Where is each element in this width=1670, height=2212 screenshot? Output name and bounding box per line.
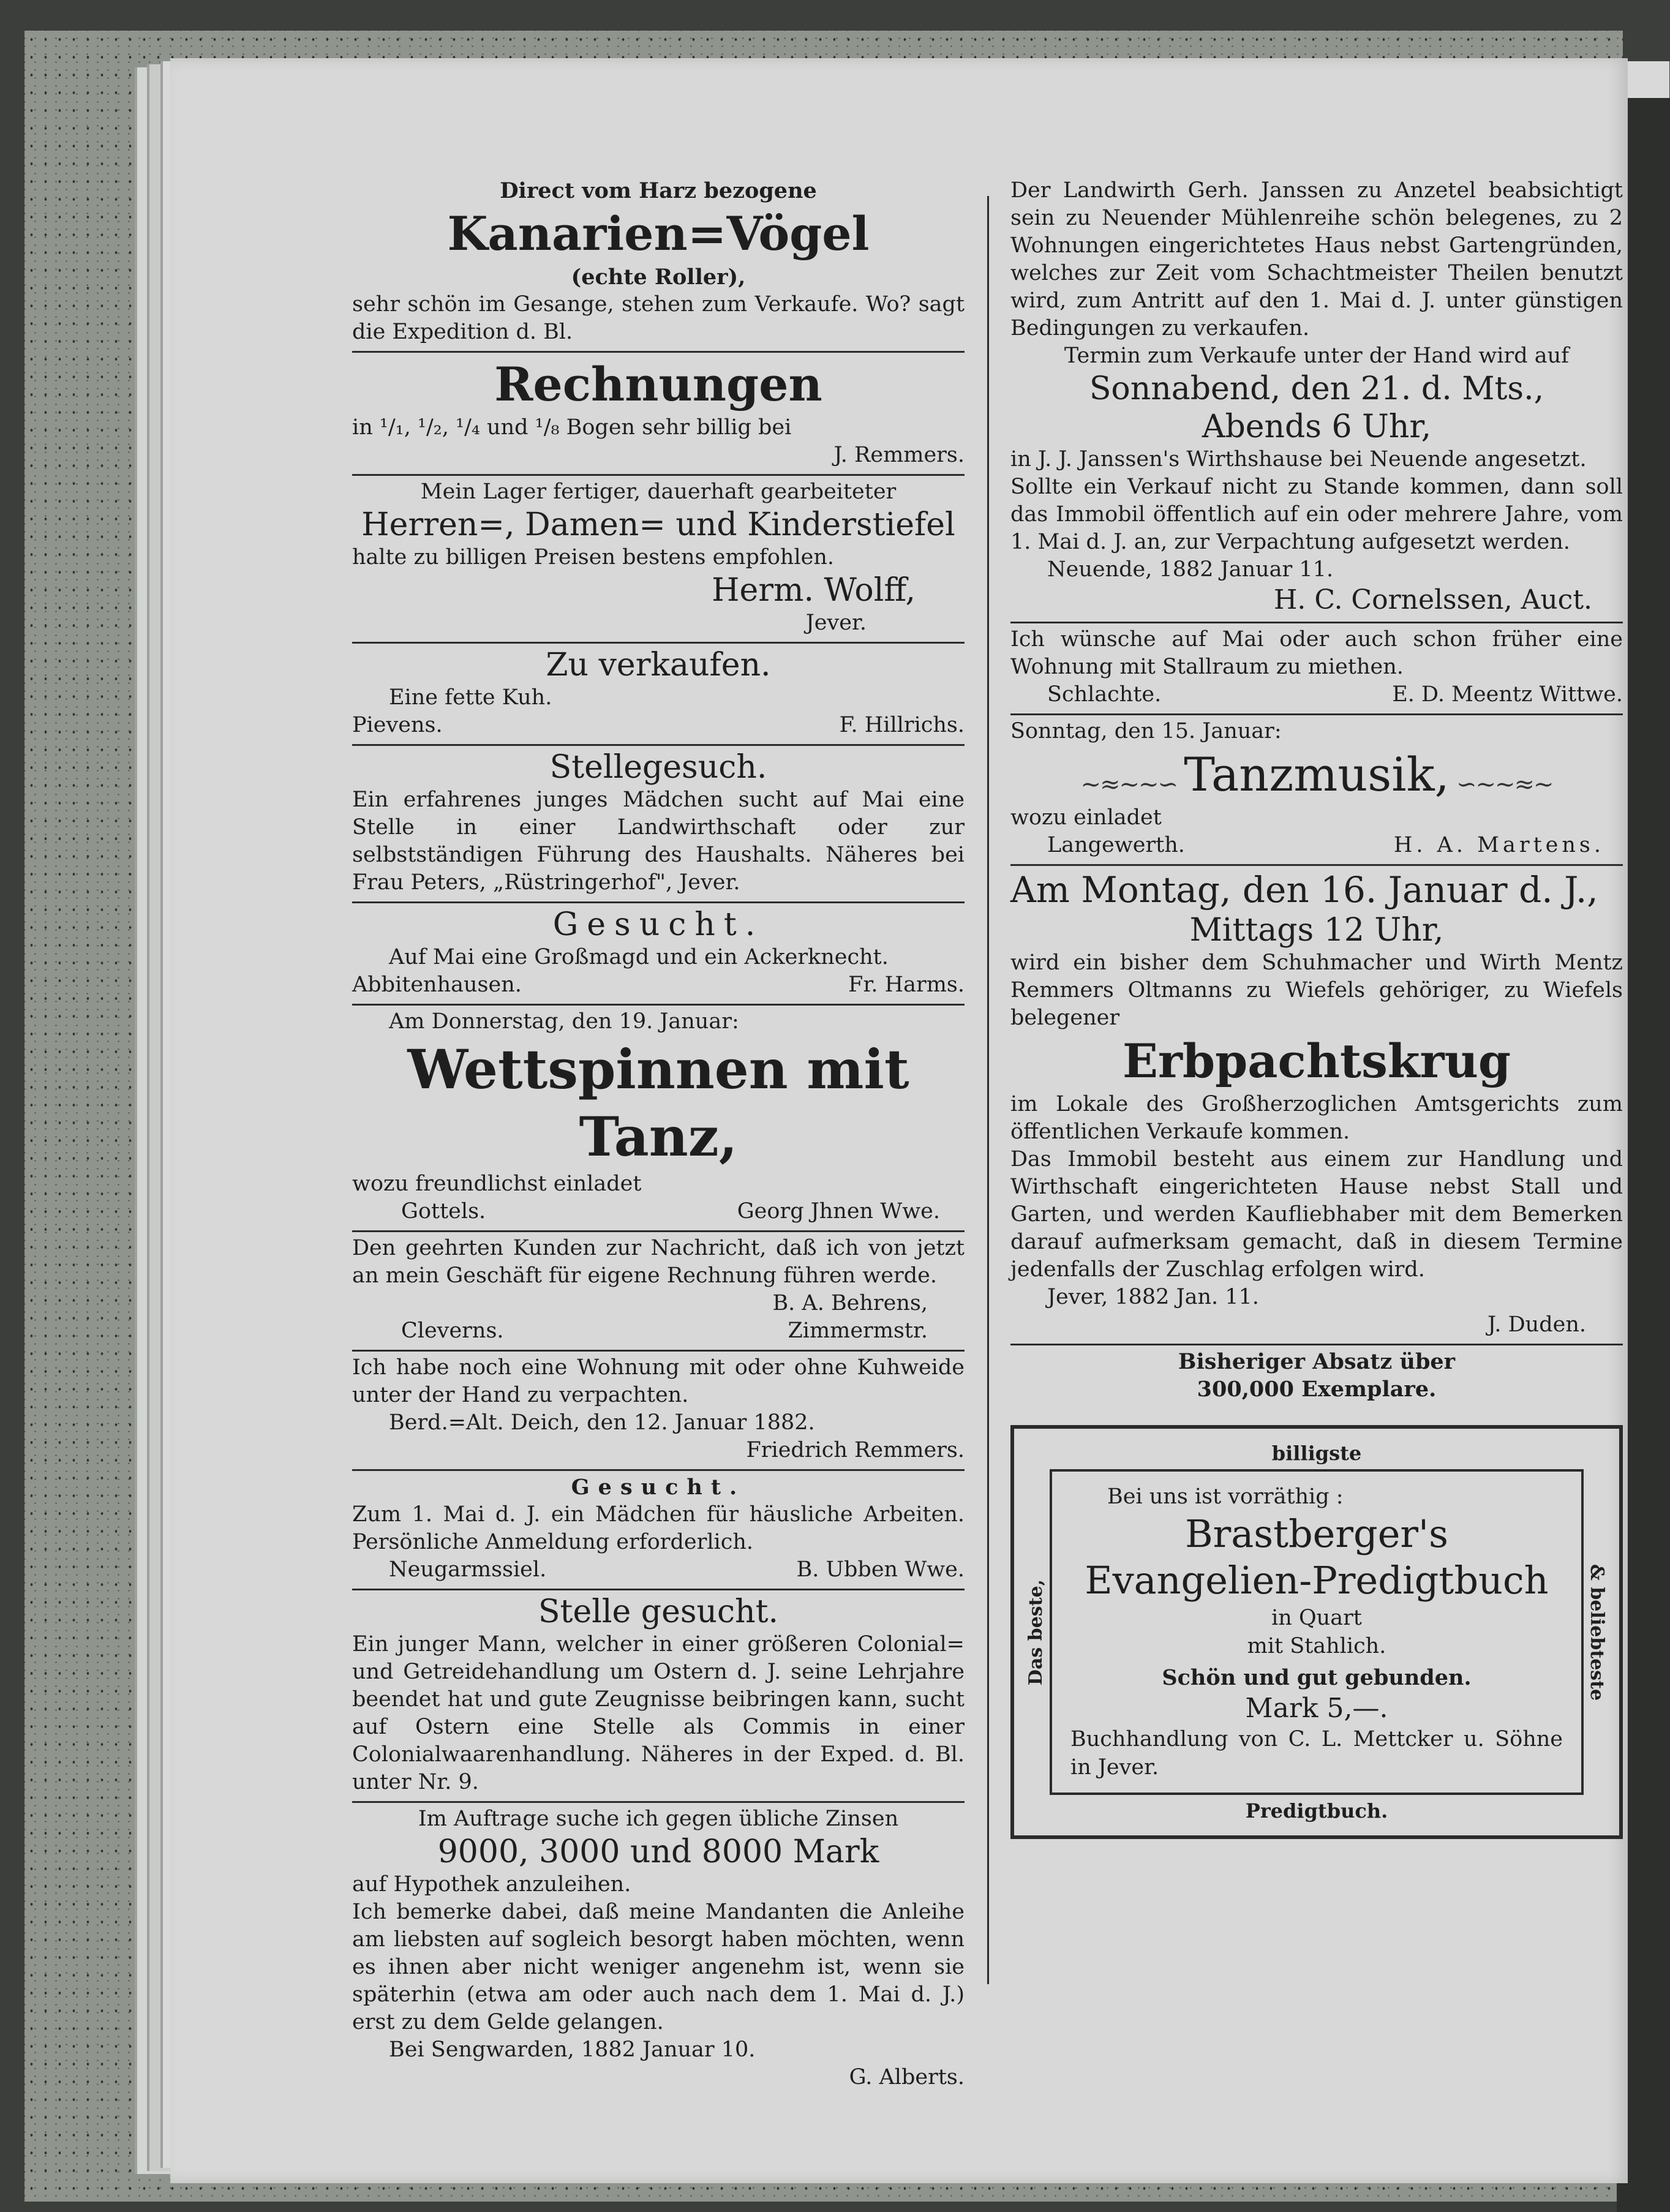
ad-line: Direct vom Harz bezogene bbox=[500, 178, 817, 203]
ad-title: Stelle gesucht. bbox=[538, 1593, 779, 1630]
ad-subtitle: (echte Roller), bbox=[571, 265, 746, 290]
ad-title: Tanzmusik, bbox=[1184, 747, 1450, 802]
ad-verkaufen bbox=[352, 642, 965, 744]
ad-body: Ich bemerke dabei, daß meine Mandanten die Anleihe am liebsten auf sogleich besorgt haben möchten, wenn es ihnen aber nicht weniger angenehm ist, wenn sie späterhin (etwa am oder auch nach dem 1. Mai d. J.) erst zu dem Gelde gelangen. bbox=[352, 1900, 965, 2034]
ad-alberts bbox=[352, 1801, 965, 2096]
ad-signature: F. Hillrichs. bbox=[839, 713, 965, 737]
ad-place: Neuende, 1882 Januar 11. bbox=[1047, 557, 1334, 582]
ad-line: wozu freundlichst einladet bbox=[352, 1172, 642, 1196]
ad-body: Das Immobil besteht aus einem zur Handlung und Wirthschaft eingerichteten Hause nebst Stall und Garten, und werden Kaufliebhaber mit dem Bemerken darauf aufmerksam gemacht, daß in diesem Termine jedenfalls der Zuschlag erfolgen wird. bbox=[1010, 1147, 1623, 1282]
box-bottom-label: Predigtbuch. bbox=[1245, 1799, 1388, 1823]
book-format: in Quart bbox=[1271, 1606, 1362, 1630]
book-seller: Buchhandlung von C. L. Mettcker u. Söhne in Jever. bbox=[1070, 1727, 1563, 1780]
box-right-label: & beliebteste bbox=[1586, 1563, 1608, 1701]
ad-body: in ¹/₁, ¹/₂, ¹/₄ und ¹/₈ Bogen sehr billig bei bbox=[352, 415, 792, 440]
ad-place: Neugarmssiel. bbox=[389, 1557, 547, 1582]
ad-title: Herren=, Damen= und Kinderstiefel bbox=[361, 506, 955, 543]
ad-title: Zu verkaufen. bbox=[546, 647, 771, 683]
ad-signature: J. Remmers. bbox=[833, 443, 965, 467]
ad-meentz bbox=[1010, 622, 1623, 713]
ad-title: Erbpachtskrug bbox=[1122, 1034, 1511, 1088]
ad-body: im Lokale des Großherzoglichen Amtsgerichts zum öffentlichen Verkaufe kommen. bbox=[1010, 1092, 1623, 1144]
ad-title: Kanarien=Vögel bbox=[447, 206, 870, 261]
ad-gesucht-2 bbox=[352, 1469, 965, 1589]
ad-title: Rechnungen bbox=[494, 357, 822, 412]
ad-line: Termin zum Verkaufe unter der Hand wird auf bbox=[1064, 344, 1570, 368]
ad-line: wozu einladet bbox=[1010, 805, 1162, 830]
right-column bbox=[1010, 175, 1623, 1839]
book-format: mit Stahlich. bbox=[1247, 1634, 1386, 1658]
ad-line: Sonntag, den 15. Januar: bbox=[1010, 719, 1282, 743]
ad-stellegesuch bbox=[352, 744, 965, 901]
ad-janssen bbox=[1010, 175, 1623, 622]
flourish-right-icon: ∽~~≈~ bbox=[1456, 770, 1553, 799]
box-left-label: Das beste, bbox=[1025, 1579, 1047, 1685]
ad-body: Der Landwirth Gerh. Janssen zu Anzetel beabsichtigt sein zu Neuender Mühlenreihe schön belegenes, zu 2 Wohnungen eingerichtetes Haus nebst Gartengründen, welches zur Zeit vom Schachtmeister Theilen benutzt wird, zum Antritt auf den 1. Mai d. J. unter günstigen Bedingungen zu verkaufen. bbox=[1010, 178, 1623, 340]
ad-line: Am Donnerstag, den 19. Januar: bbox=[389, 1009, 739, 1034]
ad-rechnungen bbox=[352, 351, 965, 474]
ad-title: Gesucht. bbox=[571, 1475, 746, 1500]
ad-absatz bbox=[1010, 1344, 1623, 1408]
ad-location: in J. J. Janssen's Wirthshause bei Neuende angesetzt. bbox=[1010, 447, 1587, 472]
ad-body: wird ein bisher dem Schuhmacher und Wirth Mentz Remmers Oltmanns zu Wiefels gehöriger, zu Wiefels belegener bbox=[1010, 950, 1623, 1030]
ad-date: Jever, 1882 Jan. 11. bbox=[1047, 1285, 1259, 1309]
ad-line: Im Auftrage suche ich gegen übliche Zinsen bbox=[418, 1807, 899, 1831]
ad-signature: Fr. Harms. bbox=[848, 972, 965, 997]
ad-line: auf Hypothek anzuleihen. bbox=[352, 1872, 631, 1897]
ad-body: Ich habe noch eine Wohnung mit oder ohne Kuhweide unter der Hand zu verpachten. bbox=[352, 1355, 965, 1407]
ad-predigtbuch bbox=[1010, 1425, 1623, 1839]
ad-date: Sonnabend, den 21. d. Mts., bbox=[1089, 371, 1544, 407]
ad-amount: 9000, 3000 und 8000 Mark bbox=[437, 1834, 879, 1870]
ad-signature: Friedrich Remmers. bbox=[746, 1438, 965, 1462]
column-rule bbox=[987, 196, 989, 1984]
ad-wettspinnen bbox=[352, 1004, 965, 1230]
ad-wolff bbox=[352, 474, 965, 642]
ad-body: Ich wünsche auf Mai oder auch schon früher eine Wohnung mit Stallraum zu miethen. bbox=[1010, 627, 1623, 679]
ad-title: Stellegesuch. bbox=[549, 749, 767, 786]
ad-signature: G. Alberts. bbox=[849, 2065, 965, 2090]
ad-line: Mein Lager fertiger, dauerhaft gearbeiteter bbox=[420, 480, 897, 504]
ad-date: Am Montag, den 16. Januar d. J., bbox=[1010, 869, 1598, 911]
ad-remmers bbox=[352, 1350, 965, 1469]
ad-signature: B. Ubben Wwe. bbox=[796, 1557, 965, 1582]
ad-place: Schlachte. bbox=[1047, 682, 1162, 707]
ad-signature: H. C. Cornelssen, Auct. bbox=[1274, 584, 1592, 615]
box-top-label: billigste bbox=[1271, 1442, 1362, 1465]
ad-title: Gesucht. bbox=[552, 906, 764, 943]
ad-signature: Herm. Wolff, bbox=[712, 572, 916, 609]
ad-body: Auf Mai eine Großmagd und ein Ackerknecht. bbox=[389, 945, 889, 969]
book-price: Mark 5,—. bbox=[1245, 1693, 1388, 1724]
ad-line: 300,000 Exemplare. bbox=[1197, 1377, 1437, 1402]
box-inner bbox=[1050, 1469, 1584, 1795]
ad-body: Zum 1. Mai d. J. ein Mädchen für häusliche Arbeiten. Persönliche Anmeldung erforderlich. bbox=[352, 1502, 965, 1554]
ad-body: Den geehrten Kunden zur Nachricht, daß ich von jetzt an mein Geschäft für eigene Rechnung führen werde. bbox=[352, 1236, 965, 1288]
ad-gesucht bbox=[352, 901, 965, 1004]
flourish-left-icon: ~≈~~∽ bbox=[1080, 770, 1178, 799]
ad-title: Wettspinnen mit Tanz, bbox=[407, 1037, 909, 1168]
book-title: Brastberger's bbox=[1185, 1511, 1448, 1556]
ad-date: Bei Sengwarden, 1882 Januar 10. bbox=[389, 2037, 756, 2062]
ad-signature: B. A. Behrens, bbox=[772, 1291, 928, 1315]
ad-place: Gottels. bbox=[401, 1199, 486, 1224]
book-intro: Bei uns ist vorräthig : bbox=[1107, 1484, 1344, 1509]
ad-signature: Georg Jhnen Wwe. bbox=[737, 1199, 940, 1224]
left-column bbox=[352, 175, 965, 2096]
ad-signature: H. A. Martens. bbox=[1393, 833, 1604, 857]
ad-body: sehr schön im Gesange, stehen zum Verkaufe. Wo? sagt die Expedition d. Bl. bbox=[352, 292, 965, 344]
ad-kanarien bbox=[352, 175, 965, 351]
ad-trade: Zimmermstr. bbox=[788, 1319, 928, 1343]
ad-place: Abbitenhausen. bbox=[352, 972, 522, 997]
ad-erbpacht bbox=[1010, 864, 1623, 1344]
ad-time: Abends 6 Uhr, bbox=[1202, 408, 1432, 445]
ad-signature: E. D. Meentz Wittwe. bbox=[1392, 682, 1623, 707]
ad-signature: J. Duden. bbox=[1488, 1312, 1586, 1337]
ad-place: Pievens. bbox=[352, 713, 443, 737]
ad-place: Cleverns. bbox=[401, 1319, 504, 1343]
ad-tanzmusik bbox=[1010, 713, 1623, 864]
book-binding: Schön und gut gebunden. bbox=[1162, 1665, 1472, 1690]
ad-place: Langewerth. bbox=[1047, 833, 1185, 857]
ad-line: Bisheriger Absatz über bbox=[1178, 1349, 1456, 1374]
ad-body: Eine fette Kuh. bbox=[389, 685, 552, 710]
ad-date: Berd.=Alt. Deich, den 12. Januar 1882. bbox=[389, 1410, 815, 1435]
ad-stelle-gesucht bbox=[352, 1589, 965, 1801]
ad-place: Jever. bbox=[805, 611, 867, 635]
ad-body: Sollte ein Verkauf nicht zu Stande kommen, dann soll das Immobil öffentlich auf ein oder mehrere Jahre, vom 1. Mai d. J. an, zur Verpachtung aufgesetzt werden. bbox=[1010, 475, 1623, 554]
ad-body: Ein erfahrenes junges Mädchen sucht auf Mai eine Stelle in einer Landwirthschaft oder zur selbstständigen Führung des Haushalts. Näheres bei Frau Peters, „Rüstringerhof", Jever. bbox=[352, 788, 965, 895]
ad-time: Mittags 12 Uhr, bbox=[1189, 912, 1444, 949]
ad-behrens bbox=[352, 1230, 965, 1350]
ad-body: Ein junger Mann, welcher in einer größeren Colonial= und Getreidehandlung um Ostern d. J. seine Lehrjahre beendet hat und gute Zeugnisse beibringen kann, sucht auf Ostern eine Stelle als Commis in einer Colonialwaarenhandlung. Näheres in der Exped. d. Bl. unter Nr. 9. bbox=[352, 1632, 965, 1794]
book-title: Evangelien-Predigtbuch bbox=[1085, 1558, 1549, 1603]
ad-line: halte zu billigen Preisen bestens empfohlen. bbox=[352, 545, 835, 570]
